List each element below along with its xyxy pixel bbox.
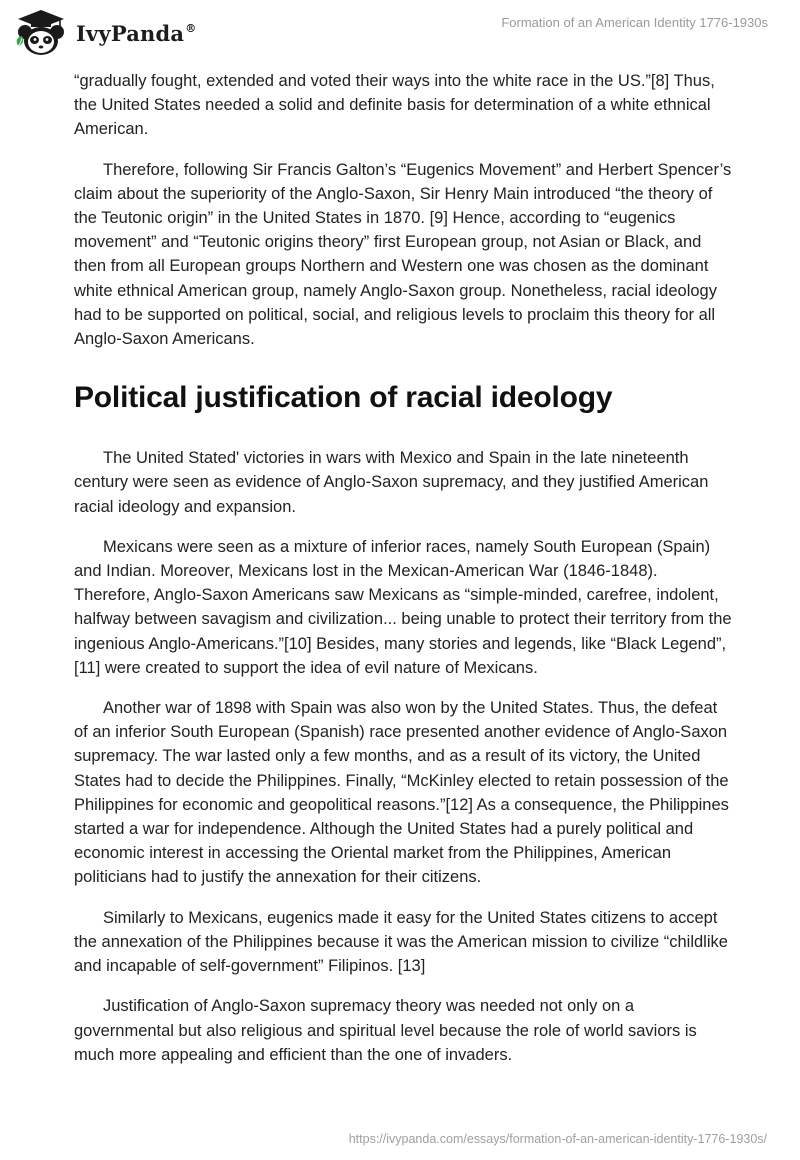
essay-content [74,69,734,1083]
section-heading: Political justification of racial ideology [74,381,613,415]
panda-graduate-icon [14,8,68,58]
paragraph: The United Stated' victories in wars with Mexico and Spain in the late nineteenth century were seen as evidence of Anglo-Saxon supremacy, and they justified American racial ideology and expansion. [74,449,709,516]
brand-name: IvyPanda® [76,20,197,46]
paragraph: Therefore, following Sir Francis Galton’s “Eugenics Movement” and Herbert Spencer’s claim about the superiority of the Anglo-Saxon, Sir Henry Main introduced “the theory of the Teutonic origin” in the United States in 1870. [9] Hence, according to “eugenics movement” and “Teutonic origins theory” first European group, not Asian or Black, and then from all European groups Northern and Western one was chosen as the dominant white ethnical American group, namely Anglo-Saxon group. Nonetheless, racial ideology had to be supported on political, social, and religious levels to proclaim this theory for all Anglo-Saxon Americans. [74,160,732,349]
page-header [0,0,800,66]
registered-mark: ® [185,21,197,35]
paragraph: Similarly to Mexicans, eugenics made it easy for the United States citizens to accept the annexation of the Philippines because it was the American mission to civilize “childlike and incapable of self-government” Filipinos. [13] [74,908,728,976]
source-url[interactable]: https://ivypanda.com/essays/formation-of-an-american-identity-1776-1930s/ [348,1132,767,1146]
paragraph: “gradually fought, extended and voted their ways into the white race in the US.”[8] Thus, the United States needed a solid and definite basis for determination of a white ethnical American. [74,72,715,139]
ivypanda-logo[interactable] [14,8,196,58]
paragraph: Justification of Anglo-Saxon supremacy theory was needed not only on a governmental but also religious and spiritual level because the role of world saviors is much more appealing and efficient than the one of invaders. [74,997,697,1064]
paragraph: Mexicans were seen as a mixture of inferior races, namely South European (Spain) and Indian. Moreover, Mexicans lost in the Mexican-American War (1846-1848). Therefore, Anglo-Saxon Americans saw Mexicans as “simple-minded, carefree, indolent, halfway between savagism and civilization... being unable to protect their territory from the ingenious Anglo-Americans.”[10] Besides, many stories and legends, like “Black Legend”, [11] were created to support the idea of evil nature of Mexicans. [74,537,732,677]
document-title: Formation of an American Identity 1776-1930s [501,15,768,30]
paragraph: Another war of 1898 with Spain was also won by the United States. Thus, the defeat of an inferior South European (Spanish) race presented another evidence of Anglo-Saxon supremacy. The war lasted only a few months, and as a result of its victory, the United States had to decide the Philippines. Finally, “McKinley elected to retain possession of the Philippines for economic and geopolitical reasons.”[12] As a consequence, the Philippines started a war for independence. Although the United States had a purely political and economic interest in accessing the Oriental market from the Philippines, American politicians had to justify the annexation for their citizens. [74,699,729,887]
